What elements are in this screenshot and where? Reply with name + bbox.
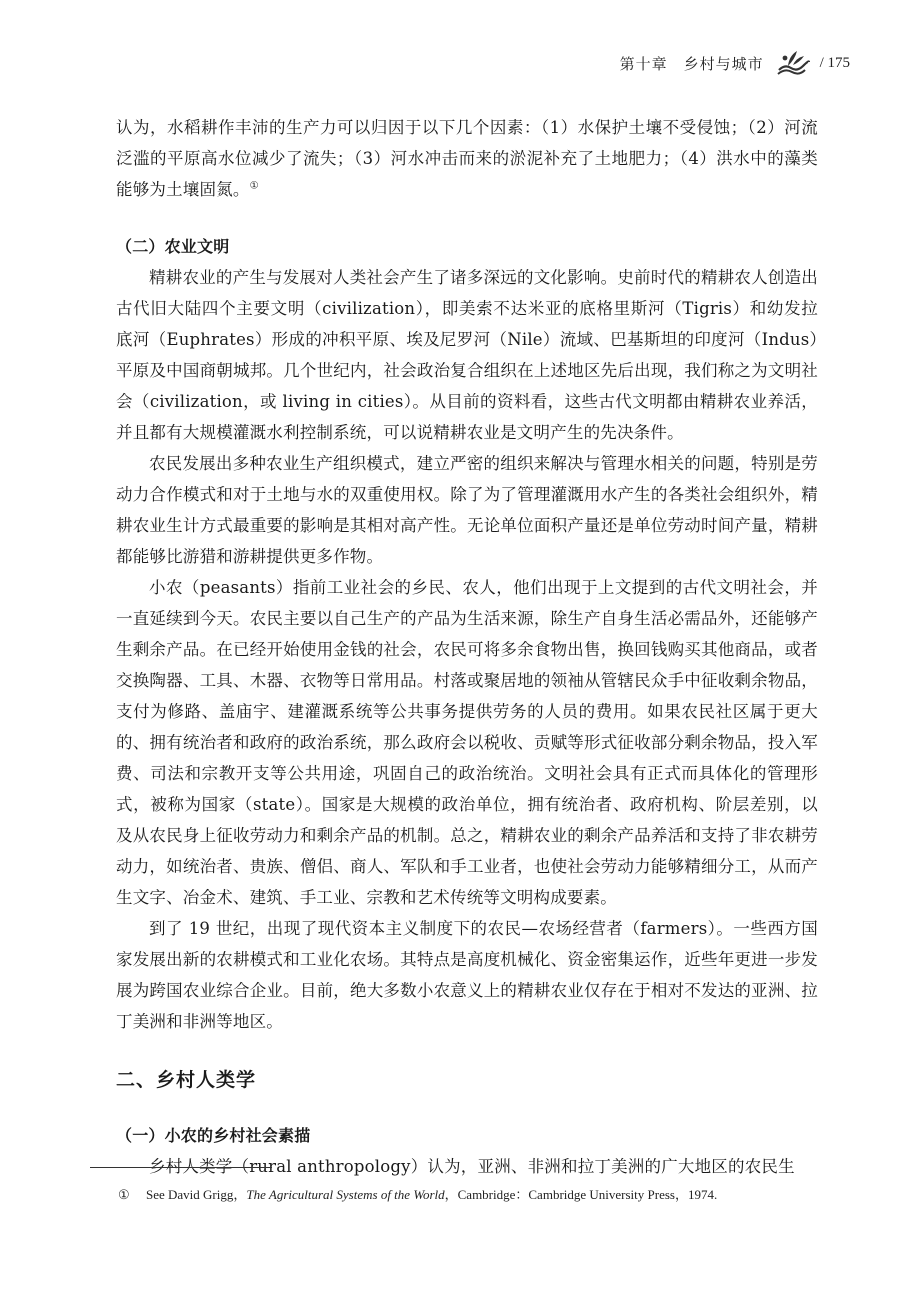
running-header [560,46,850,80]
footnote-ref: ① [249,180,259,192]
paragraph: 精耕农业的产生与发展对人类社会产生了诸多深远的文化影响。史前时代的精耕农人创造出古代旧大陆四个主要文明（civilization），即美索不达米亚的底格里斯河（Tigris）和幼发拉底河（Euphrates）形成的冲积平原、埃及尼罗河（Nile）流域、巴基斯坦的印度河（Indus）平原及中国商朝城邦。几个世纪内，社会政治复合组织在上述地区先后出现，我们称之为文明社会（civilization，或 living in cities）。从目前的资料看，这些古代文明都由精耕农业养活，并且都有大规模灌溉水利控制系统，可以说精耕农业是文明产生的先决条件。 [116,268,818,442]
spacer [116,1037,818,1065]
section-heading-agricultural-civilization: （二）农业文明 [116,237,230,256]
spacer [116,205,818,231]
footnote-book-title: The Agricultural Systems of the World [246,1187,445,1202]
wheat-wave-logo-icon [776,48,810,78]
footnote [118,1186,838,1204]
paragraph: 到了 19 世纪，出现了现代资本主义制度下的农民—农场经营者（farmers）。一些西方国家发展出新的农耕模式和工业化农场。其特点是高度机械化、资金密集运作，近些年更进一步发展为跨国农业综合企业。目前，绝大多数小农意义上的精耕农业仅存在于相对不发达的亚洲、拉丁美洲和非洲等地区。 [116,919,818,1031]
paragraph-continued [116,112,818,205]
spacer [116,1096,818,1120]
footnote-divider [90,1167,272,1168]
paragraph-text: 认为，水稻耕作丰沛的生产力可以归因于以下几个因素：（1）水保护土壤不受侵蚀；（2）河流泛滥的平原高水位减少了流失；（3）河水冲击而来的淤泥补充了土地肥力；（4）洪水中的藻类能够为土壤固氮。 [116,118,818,199]
page-number: / 175 [819,54,850,71]
section-heading-rural-anthropology: 二、乡村人类学 [116,1069,257,1091]
paragraph: 小农（peasants）指前工业社会的乡民、农人，他们出现于上文提到的古代文明社会，并一直延续到今天。农民主要以自己生产的产品为生活来源，除生产自身生活必需品外，还能够产生剩余产品。在已经开始使用金钱的社会，农民可将多余食物出售，换回钱购买其他商品，或者交换陶器、工具、木器、衣物等日常用品。村落或聚居地的领袖从管辖民众手中征收剩余物品，支付为修路、盖庙宇、建灌溉系统等公共事务提供劳务的人员的费用。如果农民社区属于更大的、拥有统治者和政府的政治系统，那么政府会以税收、贡赋等形式征收部分剩余物品，投入军费、司法和宗教开支等公共用途，巩固自己的政治统治。文明社会具有正式而具体化的管理形式，被称为国家（state）。国家是大规模的政治单位，拥有统治者、政府机构、阶层差别，以及从农民身上征收劳动力和剩余产品的机制。总之，精耕农业的剩余产品养活和支持了非农耕劳动力，如统治者、贵族、僧侣、商人、军队和手工业者，也使社会劳动力能够精细分工，从而产生文字、冶金术、建筑、手工业、宗教和艺术传统等文明构成要素。 [116,578,818,907]
paragraph: 农民发展出多种农业生产组织模式，建立严密的组织来解决与管理水相关的问题，特别是劳动力合作模式和对于土地与水的双重使用权。除了为了管理灌溉用水产生的各类社会组织外，精耕农业生计方式最重要的影响是其相对高产性。无论单位面积产量还是单位劳动时间产量，精耕都能够比游猎和游耕提供更多作物。 [116,454,818,566]
footnote-marker: ① [118,1187,130,1202]
chapter-title: 第十章 乡村与城市 [619,54,764,73]
footnote-prefix: See David Grigg， [146,1187,247,1202]
section-heading-peasant-sketch: （一）小农的乡村社会素描 [116,1126,311,1145]
paragraph: 乡村人类学（rural anthropology）认为，亚洲、非洲和拉丁美洲的广大地区的农民生 [149,1157,795,1176]
body-text [116,112,818,1182]
footnote-publisher: ，Cambridge：Cambridge University Press，1974. [444,1187,718,1202]
